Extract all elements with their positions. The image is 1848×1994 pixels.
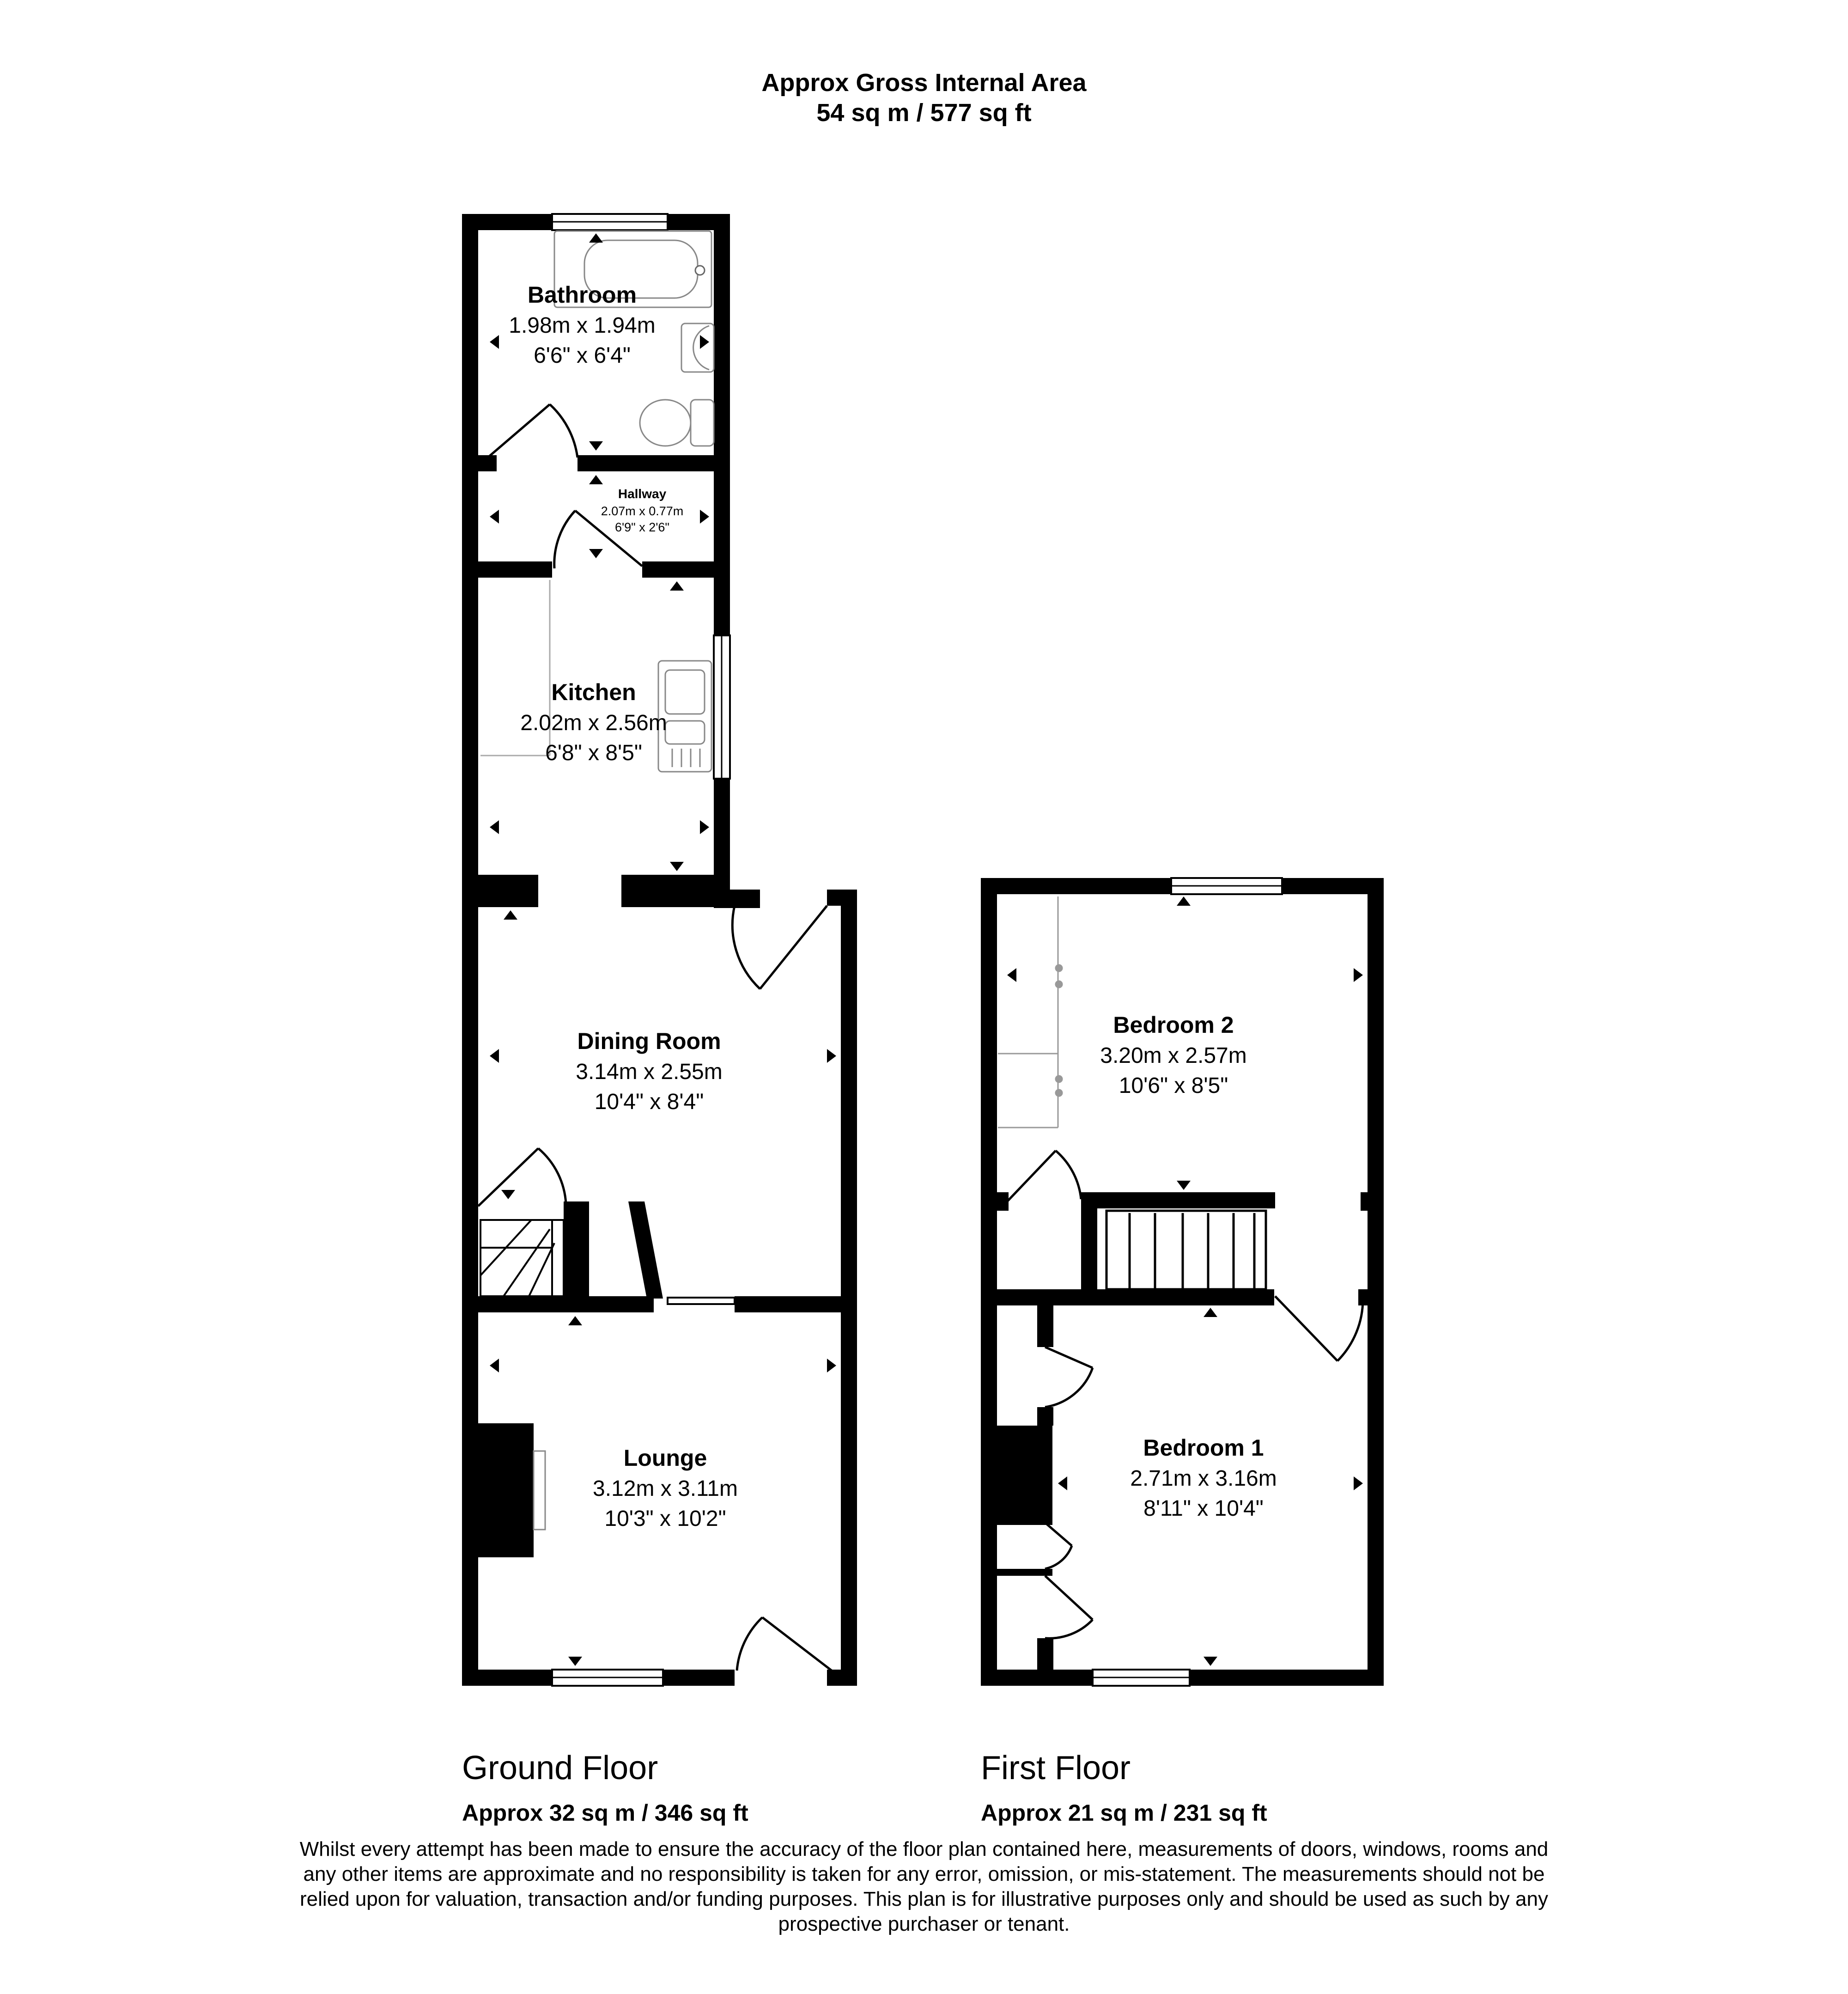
- dining-room-metric: 3.14m x 2.55m: [576, 1060, 723, 1084]
- chimney-breast: [478, 1423, 534, 1557]
- bathroom-imperial: 6'6" x 6'4": [534, 343, 631, 368]
- wardrobe-door: [1045, 1576, 1093, 1638]
- disclaimer-line-3: relied upon for valuation, transaction and/or funding purposes. This plan is for illustrative purposes only and should be used as such by any: [300, 1888, 1548, 1910]
- wall: [462, 1670, 564, 1686]
- wall: [628, 1201, 663, 1299]
- bedroom-1-name: Bedroom 1: [1143, 1435, 1264, 1461]
- bathroom-metric: 1.98m x 1.94m: [509, 313, 656, 338]
- door: [554, 511, 642, 568]
- first-floor-plan: [981, 878, 1384, 1686]
- wall: [478, 875, 538, 907]
- wall: [841, 890, 857, 1686]
- bedroom-2-imperial: 10'6" x 8'5": [1119, 1073, 1228, 1098]
- wall: [981, 1670, 1092, 1686]
- disclaimer-line-1: Whilst every attempt has been made to ensure the accuracy of the floor plan contained here, measurements of doors, windows, rooms and: [299, 1838, 1549, 1860]
- door: [1007, 1151, 1081, 1201]
- door: [737, 1617, 832, 1671]
- wall: [478, 561, 552, 578]
- wall: [997, 1569, 1052, 1576]
- hallway-imperial: 6'9" x 2'6": [614, 520, 670, 534]
- built-in-wardrobe: [998, 896, 1062, 1128]
- wall: [997, 1518, 1052, 1525]
- wall: [1081, 1192, 1097, 1303]
- wall: [621, 875, 714, 907]
- wash-basin: [681, 323, 714, 372]
- kitchen-metric: 2.02m x 2.56m: [520, 711, 667, 735]
- wall: [578, 455, 716, 471]
- sliding-door: [668, 1298, 735, 1304]
- door: [1275, 1296, 1363, 1361]
- wall: [981, 878, 997, 1686]
- lounge-imperial: 10'3" x 10'2": [604, 1506, 726, 1531]
- wall: [642, 561, 716, 578]
- wardrobe-door: [1045, 1523, 1072, 1569]
- ground-floor-plan: [462, 214, 857, 1686]
- wall: [1037, 1407, 1053, 1426]
- ground-floor-area: Approx 32 sq m / 346 sq ft: [462, 1800, 748, 1826]
- staircase: [1106, 1211, 1266, 1289]
- wall: [661, 1670, 735, 1686]
- first-floor-title: First Floor: [981, 1750, 1131, 1787]
- wardrobe-door: [1045, 1347, 1093, 1407]
- disclaimer-line-2: any other items are approximate and no responsibility is taken for any error, omission, or mis-statement. The measurements should not be: [303, 1863, 1545, 1885]
- kitchen-name: Kitchen: [551, 679, 636, 705]
- lounge-name: Lounge: [623, 1445, 707, 1471]
- wall: [714, 890, 760, 908]
- hallway-metric: 2.07m x 0.77m: [601, 504, 684, 518]
- wall: [714, 214, 730, 902]
- kitchen-imperial: 6'8" x 8'5": [545, 741, 642, 765]
- bedroom-1-metric: 2.71m x 3.16m: [1130, 1466, 1277, 1491]
- wall: [997, 1289, 1274, 1305]
- wall: [1190, 1670, 1384, 1686]
- first-floor-area: Approx 21 sq m / 231 sq ft: [981, 1800, 1267, 1826]
- toilet: [640, 400, 714, 446]
- header-title: Approx Gross Internal Area: [761, 69, 1087, 97]
- wall: [462, 214, 478, 1686]
- wall: [1081, 1192, 1275, 1208]
- wall: [478, 1296, 654, 1312]
- hallway-name: Hallway: [618, 487, 667, 501]
- disclaimer-line-4: prospective purchaser or tenant.: [778, 1913, 1070, 1935]
- wall: [997, 1192, 1009, 1211]
- ground-floor-title: Ground Floor: [462, 1750, 658, 1787]
- bedroom-2-metric: 3.20m x 2.57m: [1100, 1043, 1247, 1068]
- bedroom-2-name: Bedroom 2: [1113, 1012, 1234, 1038]
- wall: [735, 1296, 845, 1312]
- wall: [827, 1670, 857, 1686]
- door: [478, 1148, 566, 1206]
- dining-room-imperial: 10'4" x 8'4": [594, 1090, 704, 1114]
- bedroom-1-imperial: 8'11" x 10'4": [1143, 1496, 1264, 1521]
- wall: [564, 1201, 589, 1299]
- wall: [1368, 878, 1384, 1686]
- header-total-area: 54 sq m / 577 sq ft: [816, 99, 1032, 127]
- chimney-breast: [997, 1426, 1052, 1520]
- bathroom-name: Bathroom: [527, 282, 637, 308]
- dining-room-name: Dining Room: [577, 1028, 721, 1054]
- fireplace-hearth: [534, 1451, 545, 1530]
- door: [485, 404, 578, 460]
- door: [732, 906, 827, 989]
- lounge-metric: 3.12m x 3.11m: [593, 1476, 738, 1501]
- staircase: [480, 1220, 564, 1296]
- wall: [1037, 1305, 1053, 1347]
- wall: [1037, 1638, 1053, 1686]
- wall: [1361, 1192, 1368, 1211]
